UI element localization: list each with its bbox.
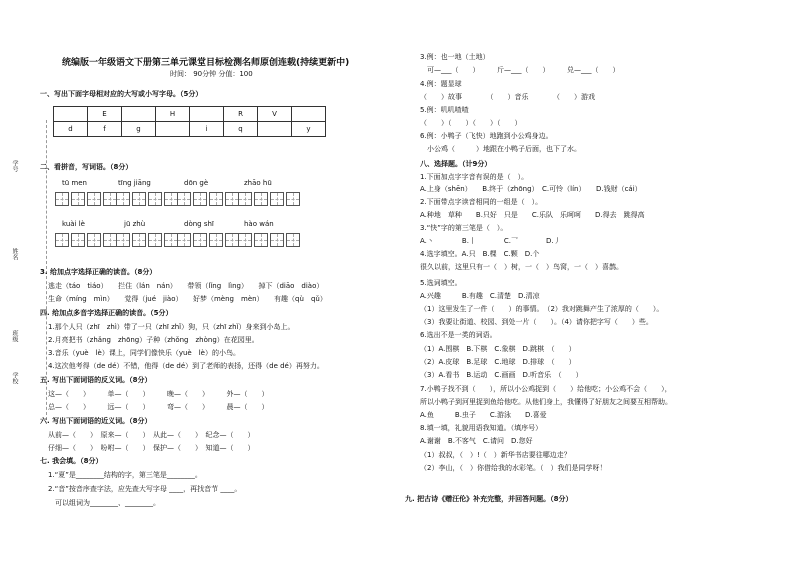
- tianzige-box[interactable]: [55, 233, 117, 247]
- section-5-heading: 五. 写出下面词语的反义词。（8分）: [40, 376, 152, 384]
- pinyin-label: jū zhù: [124, 220, 146, 228]
- letter-table: [53, 106, 326, 137]
- question-line: 1.那个人只（zhī zhì）带了一只（zhī zhǐ）狗，只（zhī zhǐ）身来到小岛上。: [48, 323, 295, 331]
- question-line: 5.例：叽叽喳喳: [420, 106, 469, 114]
- question-line: 可以组词为________、________。: [48, 499, 160, 507]
- side-label-class: 班级: [11, 330, 18, 342]
- question-line: （2）A.皮球 B.足球 C.地球 D.排球 （ ）: [420, 358, 576, 366]
- exam-meta: 时间： 90分钟 分值：100: [170, 70, 253, 78]
- question-line: 2.月亮把书（zhǎng zhōng）子种（zhǒng zhòng）在花园里。: [48, 336, 259, 344]
- question-line: 这—（ ） 单—（ ） 晚—（ ） 外—（ ）: [48, 390, 269, 398]
- question-line: 逃走（táo tiáo） 拦住（lán nán） 带领（lǐng lìng） 掉下（diāo diào）: [48, 282, 324, 290]
- tianzige-box[interactable]: [177, 233, 239, 247]
- letter-cell[interactable]: d: [54, 122, 88, 137]
- tianzige-box[interactable]: [55, 192, 117, 206]
- letter-cell[interactable]: [122, 107, 156, 122]
- tianzige-box[interactable]: [177, 192, 239, 206]
- question-line: 7.小鸭子找不到（ ），所以小公鸡捉到（ ）给他吃；小公鸡不会（ ），: [420, 385, 672, 393]
- question-line: 4.例：题显球: [420, 80, 462, 88]
- side-label-student-id: 学号: [11, 160, 18, 172]
- pinyin-label: zhāo hū: [244, 179, 272, 187]
- tianzige-box[interactable]: [238, 192, 300, 206]
- question-line: 所以小鸭子到河里捉到鱼给他吃。从他们身上，我懂得了好朋友之间要互相帮助。: [420, 398, 672, 406]
- question-line: 5.选词填空。: [420, 279, 462, 287]
- section-9-heading: 九. 把古诗《赠汪伦》补充完整，并回答问题。（8分）: [405, 495, 573, 503]
- question-line: A.鱼 B.虫子 C.游泳 D.喜爱: [420, 411, 547, 419]
- letter-cell[interactable]: g: [122, 122, 156, 137]
- question-line: A.种地 草种 B.只好 只是 C.乐队 乐呵呵 D.得去 跳得高: [420, 211, 645, 219]
- tianzige-box[interactable]: [116, 192, 178, 206]
- pinyin-label: hào wán: [244, 220, 274, 228]
- question-line: 生命（míng mìn） 觉得（jué jiào） 好梦（mèng mèn） 有趣（qù qǔ）: [48, 295, 327, 303]
- letter-cell[interactable]: [54, 107, 88, 122]
- letter-row-2: [54, 122, 326, 137]
- section-4-heading: 四. 给加点多音字选择正确的读音。（5分）: [40, 309, 173, 317]
- letter-cell[interactable]: i: [190, 122, 224, 137]
- letter-cell[interactable]: [156, 122, 190, 137]
- section-8-heading: 八、选择题。（计9分）: [420, 160, 492, 168]
- question-line: （ ）故事 （ ）音乐 （ ）游戏: [420, 93, 595, 101]
- question-line: 从前—（ ） 原来—（ ） 从此—（ ） 纪念—（ ）: [48, 431, 255, 439]
- letter-cell[interactable]: [190, 107, 224, 122]
- section-3-heading: 3. 给加点字选择正确的读音。（8分）: [40, 268, 157, 276]
- question-line: 很久以前，这里只有一（ ）树，一（ ）鸟窝，一（ ）喜鹊。: [420, 263, 623, 271]
- letter-row-1: [54, 107, 326, 122]
- question-line: （1）叔叔，（ ）!（ ）新华书店要往哪边走？: [420, 451, 571, 459]
- side-label-name: 姓名: [11, 248, 18, 260]
- tianzige-box[interactable]: [238, 233, 300, 247]
- question-line: 2.“音”按音序查字法，应先查大写字母 ____，再找音节 ____。: [48, 485, 242, 493]
- question-line: （3）A.看书 B.运动 C.画画 D.听音乐 （ ）: [420, 371, 583, 379]
- question-line: A.上身（shēn） B.终于（zhōng） C.可怜（lín） D.钱财（cái）: [420, 185, 642, 193]
- letter-cell[interactable]: V: [258, 107, 292, 122]
- question-line: A.丶 B.丨 C.乛 D.丿: [420, 237, 561, 245]
- question-line: A.谢谢 B.不客气 C.请问 D.您好: [420, 437, 533, 445]
- question-line: （3）我要让街道、校园、到处一片（ ）。（4）请你把字写（ ）些。: [420, 318, 653, 326]
- letter-cell[interactable]: [292, 107, 326, 122]
- pinyin-label: dōn gè: [184, 179, 209, 187]
- question-line: （ ）（ ）（ ）（ ）: [420, 119, 522, 127]
- question-line: （1）这里发生了一件（ ）的事情。 （2）我对跳舞产生了浓厚的（ ）。: [420, 305, 664, 313]
- question-line: 8.填一填，礼貌用语我知道。（填序号）: [420, 424, 543, 432]
- section-7-heading: 七. 我会填。（8分）: [40, 457, 103, 465]
- question-line: 3.例：也一地（土地）: [420, 53, 490, 61]
- letter-cell[interactable]: q: [224, 122, 258, 137]
- pinyin-label: kuài lè: [62, 220, 85, 228]
- letter-cell[interactable]: H: [156, 107, 190, 122]
- question-line: 4.选字填空。A.只 B.棵 C.颗 D.个: [420, 250, 540, 258]
- question-line: A.兴趣 B.有趣 C.清楚 D.清凉: [420, 292, 540, 300]
- question-line: 1.“夏”是________结构的字，第三笔是________。: [48, 471, 202, 479]
- tianzige-box[interactable]: [116, 233, 178, 247]
- letter-cell[interactable]: [258, 122, 292, 137]
- pinyin-label: tīng jiāng: [118, 179, 151, 187]
- question-line: 2.下面带点字读音相同的一组是（ ）。: [420, 198, 543, 206]
- pinyin-label: dòng shī: [184, 220, 214, 228]
- page-title: 统编版一年级语文下册第三单元课堂目标检测名师原创连载(持续更新中): [62, 58, 350, 68]
- question-line: 仔细—（ ） 吩咐—（ ） 保护—（ ） 知道—（ ）: [48, 444, 255, 452]
- section-2-heading: 二、看拼音，写词语。（8分）: [40, 163, 133, 171]
- side-label-school: 学校: [11, 372, 18, 384]
- letter-cell[interactable]: R: [224, 107, 258, 122]
- question-line: 6.例：小鸭子（飞快）地跑到小公鸡身边。: [420, 132, 553, 140]
- section-6-heading: 六. 写出下面词语的近义词。（8分）: [40, 417, 152, 425]
- question-line: 可—___（ ） 斤—___（ ） 兑—___（ ）: [420, 66, 620, 74]
- letter-cell[interactable]: E: [88, 107, 122, 122]
- pinyin-label: tū men: [62, 179, 87, 187]
- question-line: 3.“快”字的第三笔是（ ）。: [420, 224, 508, 232]
- section-1-heading: 一、写出下面字母相对应的大写或小写字母。（5分）: [40, 90, 203, 98]
- question-line: 4.这次他考得（de dé）不错，他得（de dé）到了老师的表扬，还得（de dé）再努力。: [48, 362, 324, 370]
- question-line: 6.选出不是一类的词语。: [420, 331, 497, 339]
- question-line: 3.音乐（yuè lè）课上，同学们像快乐（yuè lè）的小鸟。: [48, 349, 240, 357]
- question-line: 小公鸡（ ）地跟在小鸭子后面，也下了水。: [420, 145, 581, 153]
- question-line: （2）李山，（ ）你借给我的水彩笔。（ ）我们是同学呀！: [420, 464, 607, 472]
- letter-cell[interactable]: y: [292, 122, 326, 137]
- question-line: 1.下面加点字字音有误的是（ ）。: [420, 173, 529, 181]
- letter-cell[interactable]: f: [88, 122, 122, 137]
- question-line: （1）A.围棋 B.下棋 C.象棋 D.跳棋 （ ）: [420, 345, 576, 353]
- question-line: 总—（ ） 远—（ ） 弯—（ ） 晨—（ ）: [48, 403, 269, 411]
